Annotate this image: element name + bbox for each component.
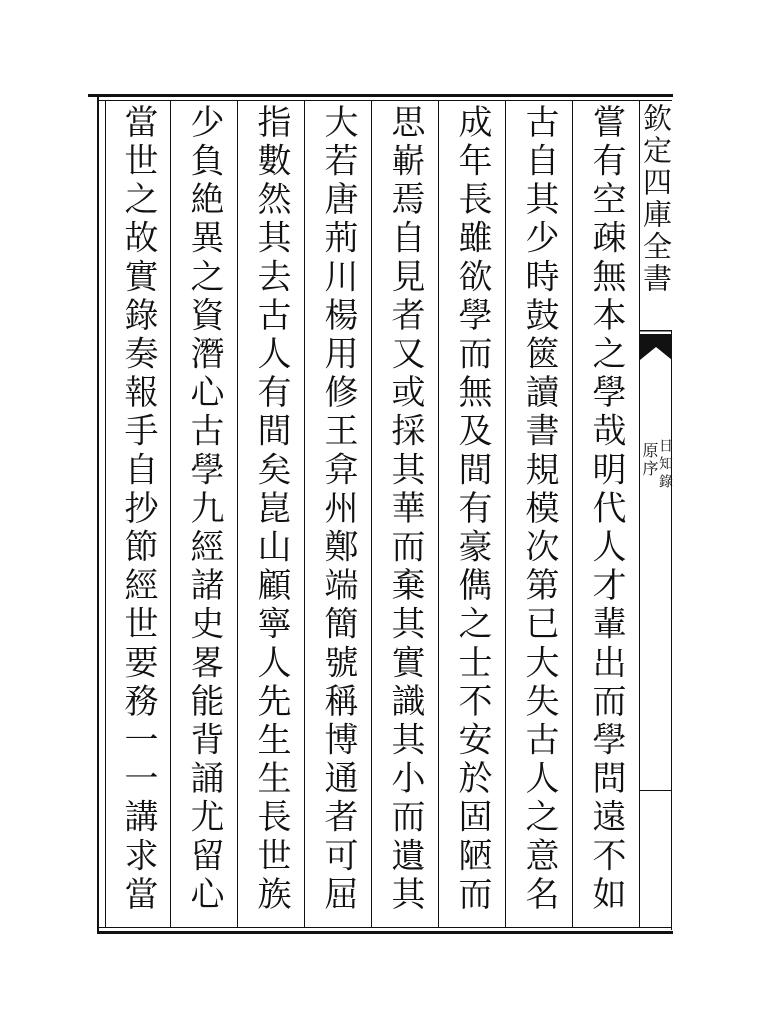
text-column-8: 當世之故實錄奏報手自抄節經世要務一一講求當 [118, 104, 158, 915]
frame-top-thick-rule [88, 94, 673, 97]
collection-title: 欽定四庫全書 [639, 103, 673, 295]
frame-left-rule [97, 94, 99, 934]
margin-tick-rule [640, 790, 672, 791]
book-title: 日知錄 [657, 438, 673, 492]
frame-bottom-thick-rule [97, 931, 673, 934]
text-column-3: 成年長雖欲學而無及間有豪儁之士不安於固陋而 [452, 104, 492, 915]
fish-tail-mark-icon [640, 330, 672, 364]
section-title: 原序 [640, 442, 659, 478]
text-column-1: 嘗有空疎無本之學哉明代人才輩出而學問遠不如 [586, 104, 626, 915]
text-column-5: 大若唐荊川楊用修王弇州鄭端簡號稱博通者可屈 [318, 104, 358, 915]
text-column-7: 少負絶異之資潛心古學九經諸史畧能背誦尤留心 [184, 104, 224, 915]
text-column-6: 指數然其去古人有間矣崑山顧寧人先生生長世族 [251, 104, 291, 915]
frame-top-thin-rule [97, 100, 672, 101]
frame-right-rule [671, 330, 672, 930]
frame-bottom-thin-rule [97, 927, 672, 928]
text-column-4: 思嶄焉自見者又或採其華而棄其實識其小而遺其 [385, 104, 425, 915]
text-column-2: 古自其少時鼓篋讀書規模次第已大失古人之意名 [519, 104, 559, 915]
